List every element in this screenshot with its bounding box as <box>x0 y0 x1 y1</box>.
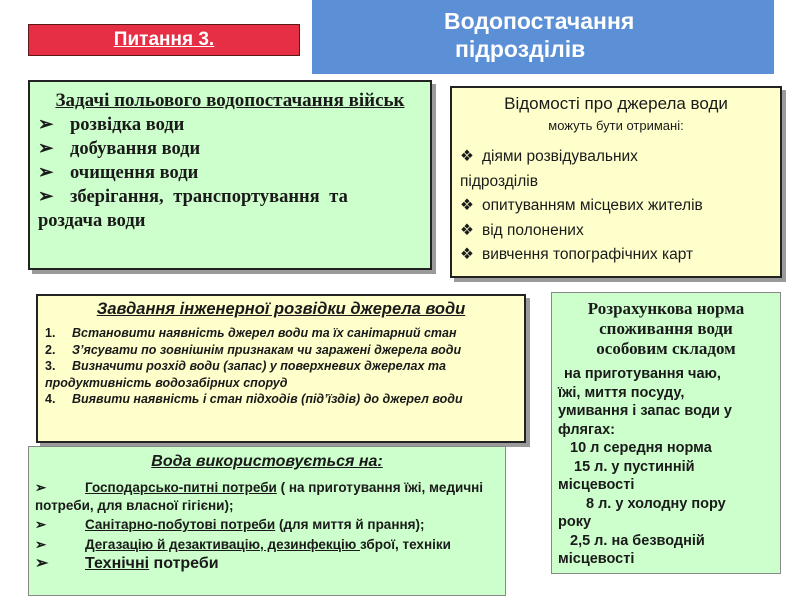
tasks-list <box>30 113 430 209</box>
sources-list <box>452 145 780 268</box>
water-consumption-norm <box>551 292 781 574</box>
diamond-bullet-icon: ❖ <box>460 221 474 239</box>
arrow-bullet-icon: ➢ <box>35 555 49 572</box>
list-item: ❖ діями розвідувальних підрозділів <box>460 145 700 194</box>
list-item: ➢ добування води <box>38 139 201 159</box>
title-line-2: підрозділів <box>455 36 586 62</box>
tasks-heading: Задачі польового водопостачання військ <box>55 90 405 111</box>
list-item: ❖ вивчення топографічних карт <box>460 243 780 268</box>
arrow-bullet-icon: ➢ <box>35 517 47 532</box>
sources-heading: Відомості про джерела води <box>504 94 728 113</box>
arrow-bullet-icon: ➢ <box>38 187 54 207</box>
usage-heading: Вода використовується на: <box>151 453 383 470</box>
engineering-recon-tasks <box>36 294 526 443</box>
list-item: 1. Встановити наявність джерел води та їх санітарний стан <box>45 326 457 340</box>
list-item: ➢ розвідка води <box>38 115 185 135</box>
arrow-bullet-icon: ➢ <box>38 139 54 159</box>
norm-heading: Розрахункова норма споживання води особовим складом <box>587 299 745 358</box>
usage-list <box>29 479 505 573</box>
list-item: ➢ очищення води <box>38 163 199 183</box>
arrow-bullet-icon: ➢ <box>38 115 54 135</box>
list-item: ❖ опитуванням місцевих жителів <box>460 194 780 219</box>
arrow-bullet-icon: ➢ <box>38 163 54 183</box>
water-usage <box>28 446 506 596</box>
list-item: 2. З’ясувати по зовнішнім признакам чи заражені джерела води <box>45 342 462 357</box>
list-item: ➢ Санітарно-побутові потреби (для миття й прання); <box>35 517 425 532</box>
arrow-bullet-icon: ➢ <box>35 480 47 495</box>
water-sources-info <box>450 86 782 278</box>
field-water-supply-tasks <box>28 80 432 270</box>
norm-body: на приготування чаю, їжі, миття посуду, умивання і запас води у флягах: 10 л середня норма 15 л. у пустинній місцевості 8 л. у холодну пору року 2,5 л. на безводній місцевості <box>558 366 732 567</box>
diamond-bullet-icon: ❖ <box>460 148 474 165</box>
engineering-list <box>38 325 524 408</box>
question-label: Питання 3. <box>113 29 215 50</box>
question-number-box <box>28 24 300 56</box>
list-item: 3. Визначити розхід води (запас) у поверхневих джерелах та продуктивність водозабірних споруд <box>45 359 446 390</box>
list-item: ➢ зберігання, транспортування та <box>38 187 348 207</box>
arrow-bullet-icon: ➢ <box>35 536 47 552</box>
list-item: 4. Виявити наявність і стан підходів (під’їздів) до джерел води <box>45 392 463 406</box>
diamond-bullet-icon: ❖ <box>460 246 474 263</box>
sources-subheading: можуть бути отримані: <box>548 118 684 133</box>
tasks-continuation: роздача води <box>38 211 146 231</box>
page-title <box>312 0 774 74</box>
list-item: ❖ від полонених <box>460 219 780 244</box>
list-item: ➢ Господарсько-питні потреби ( на приготування їжі, медичні потреби, для власної гігієни); <box>35 480 484 513</box>
diamond-bullet-icon: ❖ <box>460 197 474 214</box>
list-item: ➢ Дегазацію й дезактивацію, дезинфекцію зброї, техніки <box>35 536 451 552</box>
engineering-heading: Завдання інженерної розвідки джерела води <box>96 300 466 318</box>
title-line-1: Водопостачання <box>444 8 635 34</box>
list-item: ➢ Технічні потреби <box>35 555 219 572</box>
